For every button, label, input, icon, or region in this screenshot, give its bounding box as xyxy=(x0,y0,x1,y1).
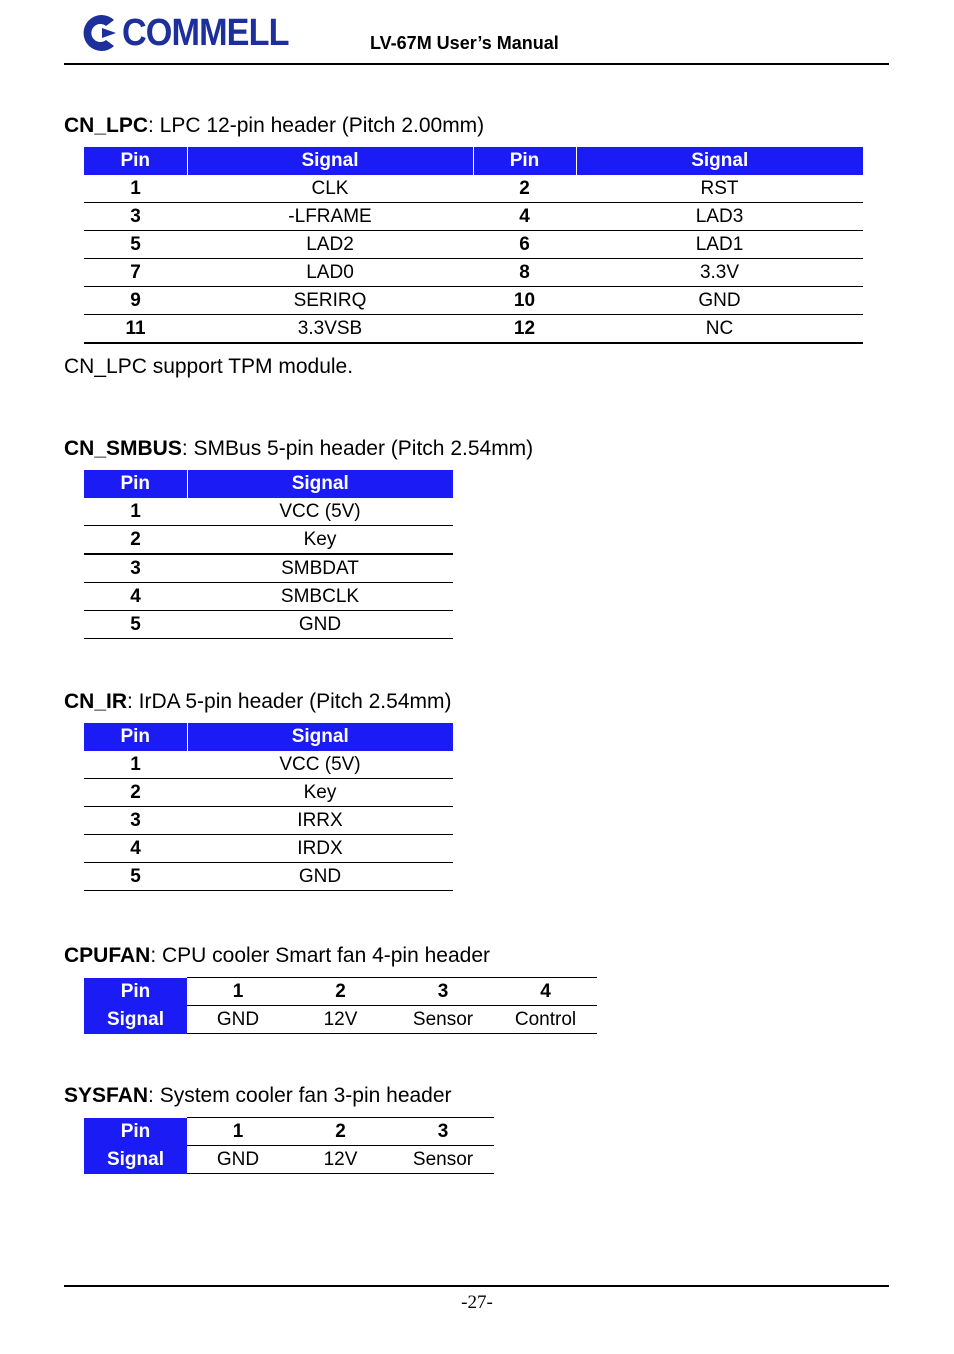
col-header-pin: Pin xyxy=(473,147,576,175)
pin-cell: 1 xyxy=(187,978,289,1006)
signal-cell: GND xyxy=(187,1006,289,1034)
col-header-signal: Signal xyxy=(187,147,473,175)
pin-cell: 1 xyxy=(84,175,187,203)
signal-cell: LAD3 xyxy=(576,203,863,231)
pin-cell: 12 xyxy=(473,315,576,344)
row-header-pin: Pin xyxy=(84,978,187,1006)
signal-cell: NC xyxy=(576,315,863,344)
pin-cell: 3 xyxy=(84,807,187,835)
ir-heading xyxy=(64,690,451,714)
table-row xyxy=(84,751,453,779)
signal-cell: 3.3VSB xyxy=(187,315,473,344)
table-row xyxy=(84,315,863,344)
signal-cell: 12V xyxy=(289,1006,392,1034)
pin-cell: 3 xyxy=(392,1118,494,1146)
signal-cell: RST xyxy=(576,175,863,203)
sysfan-desc: : System cooler fan 3-pin header xyxy=(148,1084,452,1107)
pin-cell: 11 xyxy=(84,315,187,344)
pin-cell: 9 xyxy=(84,287,187,315)
signal-cell: LAD2 xyxy=(187,231,473,259)
signal-cell: GND xyxy=(576,287,863,315)
signal-cell: SERIRQ xyxy=(187,287,473,315)
header-rule xyxy=(64,63,889,65)
ir-pin-table xyxy=(84,723,453,891)
signal-cell: Sensor xyxy=(392,1146,494,1174)
table-row xyxy=(84,978,597,1006)
pin-cell: 4 xyxy=(84,835,187,863)
signal-cell: -LFRAME xyxy=(187,203,473,231)
pin-cell: 5 xyxy=(84,611,187,639)
pin-cell: 1 xyxy=(84,498,187,526)
signal-cell: Sensor xyxy=(392,1006,494,1034)
smbus-pin-table xyxy=(84,470,453,639)
table-row xyxy=(84,835,453,863)
pin-cell: 7 xyxy=(84,259,187,287)
signal-cell: LAD0 xyxy=(187,259,473,287)
col-header-signal: Signal xyxy=(187,723,453,751)
table-row xyxy=(84,526,453,555)
pin-cell: 2 xyxy=(84,526,187,555)
pin-cell: 2 xyxy=(289,1118,392,1146)
pin-cell: 3 xyxy=(84,554,187,583)
cpufan-name: CPUFAN xyxy=(64,944,151,967)
table-row xyxy=(84,554,453,583)
signal-cell: GND xyxy=(187,863,453,891)
cpufan-heading xyxy=(64,944,490,968)
col-header-signal: Signal xyxy=(576,147,863,175)
row-header-pin: Pin xyxy=(84,1118,187,1146)
table-row xyxy=(84,583,453,611)
table-row xyxy=(84,231,863,259)
page-number: -27- xyxy=(461,1292,493,1313)
signal-cell: 3.3V xyxy=(576,259,863,287)
pin-cell: 2 xyxy=(289,978,392,1006)
signal-cell: 12V xyxy=(289,1146,392,1174)
ir-desc: : IrDA 5-pin header (Pitch 2.54mm) xyxy=(127,690,452,713)
pin-cell: 3 xyxy=(392,978,494,1006)
sysfan-name: SYSFAN xyxy=(64,1084,149,1107)
col-header-pin: Pin xyxy=(84,723,187,751)
table-row xyxy=(84,498,453,526)
smbus-desc: : SMBus 5-pin header (Pitch 2.54mm) xyxy=(181,437,534,460)
lpc-heading xyxy=(64,114,484,138)
row-header-signal: Signal xyxy=(84,1146,187,1174)
signal-cell: Control xyxy=(494,1006,597,1034)
table-row xyxy=(84,1118,494,1146)
col-header-signal: Signal xyxy=(187,470,453,498)
cpufan-pin-table xyxy=(84,977,597,1034)
lpc-note: CN_LPC support TPM module. xyxy=(64,355,354,378)
row-header-signal: Signal xyxy=(84,1006,187,1034)
signal-cell: GND xyxy=(187,1146,289,1174)
pin-cell: 6 xyxy=(473,231,576,259)
commell-logo xyxy=(76,8,306,60)
col-header-pin: Pin xyxy=(84,470,187,498)
table-row xyxy=(84,175,863,203)
pin-cell: 4 xyxy=(84,583,187,611)
pin-cell: 4 xyxy=(473,203,576,231)
signal-cell: Key xyxy=(187,526,453,555)
signal-cell: IRDX xyxy=(187,835,453,863)
table-row xyxy=(84,779,453,807)
table-row xyxy=(84,807,453,835)
sysfan-pin-table xyxy=(84,1117,494,1174)
signal-cell: SMBCLK xyxy=(187,583,453,611)
footer-rule xyxy=(64,1285,889,1287)
signal-cell: VCC (5V) xyxy=(187,751,453,779)
logo-wordmark: COMMELL xyxy=(122,12,289,54)
signal-cell: GND xyxy=(187,611,453,639)
ir-name: CN_IR xyxy=(64,690,128,713)
signal-cell: LAD1 xyxy=(576,231,863,259)
table-row xyxy=(84,203,863,231)
pin-cell: 2 xyxy=(473,175,576,203)
pin-cell: 5 xyxy=(84,863,187,891)
lpc-pin-table xyxy=(84,147,863,344)
table-row xyxy=(84,1006,597,1034)
table-row xyxy=(84,1146,494,1174)
pin-cell: 5 xyxy=(84,231,187,259)
table-row xyxy=(84,287,863,315)
pin-cell: 4 xyxy=(494,978,597,1006)
table-row xyxy=(84,259,863,287)
pin-cell: 1 xyxy=(84,751,187,779)
signal-cell: SMBDAT xyxy=(187,554,453,583)
sysfan-heading xyxy=(64,1084,452,1108)
commell-logo-icon xyxy=(76,8,124,58)
smbus-heading xyxy=(64,437,533,461)
lpc-desc: : LPC 12-pin header (Pitch 2.00mm) xyxy=(148,114,485,137)
lpc-name: CN_LPC xyxy=(64,114,149,137)
signal-cell: Key xyxy=(187,779,453,807)
manual-title: LV-67M User’s Manual xyxy=(370,33,559,53)
table-row xyxy=(84,863,453,891)
pin-cell: 1 xyxy=(187,1118,289,1146)
col-header-pin: Pin xyxy=(84,147,187,175)
signal-cell: VCC (5V) xyxy=(187,498,453,526)
pin-cell: 10 xyxy=(473,287,576,315)
signal-cell: IRRX xyxy=(187,807,453,835)
cpufan-desc: : CPU cooler Smart fan 4-pin header xyxy=(150,944,491,967)
pin-cell: 3 xyxy=(84,203,187,231)
smbus-name: CN_SMBUS xyxy=(64,437,182,460)
table-row xyxy=(84,611,453,639)
pin-cell: 8 xyxy=(473,259,576,287)
signal-cell: CLK xyxy=(187,175,473,203)
pin-cell: 2 xyxy=(84,779,187,807)
